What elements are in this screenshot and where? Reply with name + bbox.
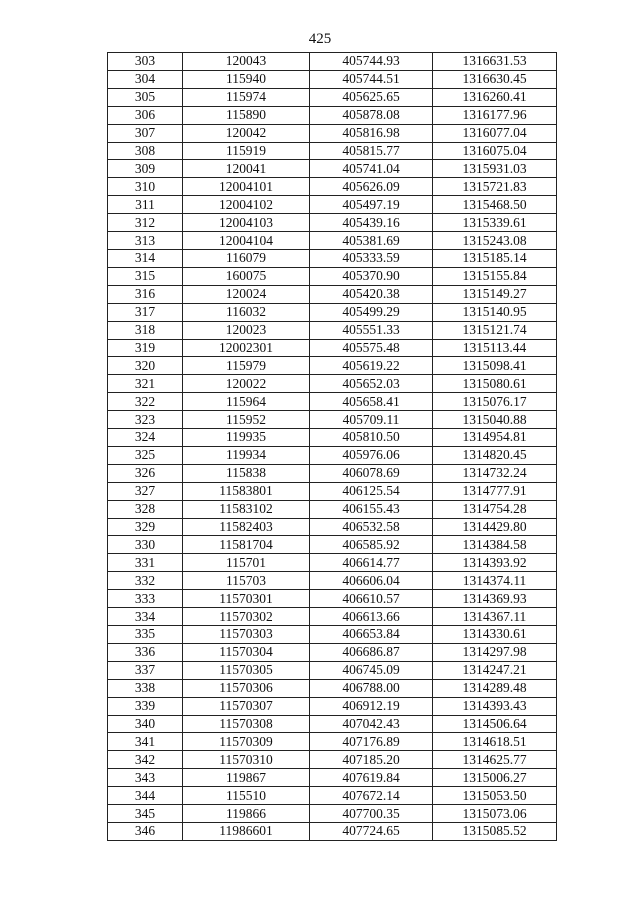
point-number-cell: 343 bbox=[108, 769, 183, 787]
point-number-cell: 314 bbox=[108, 249, 183, 267]
table-row bbox=[108, 196, 557, 214]
table-row bbox=[108, 518, 557, 536]
point-number-cell: 340 bbox=[108, 715, 183, 733]
y-coordinate-cell: 1314954.81 bbox=[433, 429, 557, 447]
y-coordinate-cell: 1315098.41 bbox=[433, 357, 557, 375]
table-row bbox=[108, 572, 557, 590]
x-coordinate-cell: 405626.09 bbox=[310, 178, 433, 196]
table-row bbox=[108, 106, 557, 124]
point-id-cell: 120042 bbox=[183, 124, 310, 142]
table-row bbox=[108, 393, 557, 411]
y-coordinate-cell: 1314330.61 bbox=[433, 626, 557, 644]
table-row bbox=[108, 232, 557, 250]
table-row bbox=[108, 626, 557, 644]
x-coordinate-cell: 406606.04 bbox=[310, 572, 433, 590]
y-coordinate-cell: 1314754.28 bbox=[433, 500, 557, 518]
point-id-cell: 115919 bbox=[183, 142, 310, 160]
table-row bbox=[108, 715, 557, 733]
table-row bbox=[108, 446, 557, 464]
point-number-cell: 341 bbox=[108, 733, 183, 751]
x-coordinate-cell: 406745.09 bbox=[310, 661, 433, 679]
y-coordinate-cell: 1314618.51 bbox=[433, 733, 557, 751]
y-coordinate-cell: 1316177.96 bbox=[433, 106, 557, 124]
coordinates-table-body bbox=[108, 53, 557, 841]
point-number-cell: 322 bbox=[108, 393, 183, 411]
y-coordinate-cell: 1315243.08 bbox=[433, 232, 557, 250]
point-number-cell: 319 bbox=[108, 339, 183, 357]
point-number-cell: 331 bbox=[108, 554, 183, 572]
point-id-cell: 12002301 bbox=[183, 339, 310, 357]
point-number-cell: 326 bbox=[108, 464, 183, 482]
y-coordinate-cell: 1315339.61 bbox=[433, 214, 557, 232]
point-id-cell: 12004101 bbox=[183, 178, 310, 196]
point-id-cell: 11986601 bbox=[183, 822, 310, 840]
point-number-cell: 338 bbox=[108, 679, 183, 697]
point-id-cell: 11570304 bbox=[183, 643, 310, 661]
point-number-cell: 344 bbox=[108, 787, 183, 805]
point-id-cell: 11570307 bbox=[183, 697, 310, 715]
table-row bbox=[108, 303, 557, 321]
point-id-cell: 119934 bbox=[183, 446, 310, 464]
x-coordinate-cell: 405652.03 bbox=[310, 375, 433, 393]
point-id-cell: 11570305 bbox=[183, 661, 310, 679]
point-number-cell: 310 bbox=[108, 178, 183, 196]
point-number-cell: 327 bbox=[108, 482, 183, 500]
x-coordinate-cell: 405333.59 bbox=[310, 249, 433, 267]
point-id-cell: 115703 bbox=[183, 572, 310, 590]
table-row bbox=[108, 411, 557, 429]
table-row bbox=[108, 178, 557, 196]
point-id-cell: 115974 bbox=[183, 88, 310, 106]
x-coordinate-cell: 405709.11 bbox=[310, 411, 433, 429]
y-coordinate-cell: 1315149.27 bbox=[433, 285, 557, 303]
point-number-cell: 315 bbox=[108, 267, 183, 285]
point-number-cell: 324 bbox=[108, 429, 183, 447]
point-number-cell: 306 bbox=[108, 106, 183, 124]
table-row bbox=[108, 214, 557, 232]
point-number-cell: 336 bbox=[108, 643, 183, 661]
y-coordinate-cell: 1315468.50 bbox=[433, 196, 557, 214]
y-coordinate-cell: 1315040.88 bbox=[433, 411, 557, 429]
y-coordinate-cell: 1314820.45 bbox=[433, 446, 557, 464]
point-number-cell: 325 bbox=[108, 446, 183, 464]
table-row bbox=[108, 822, 557, 840]
x-coordinate-cell: 407176.89 bbox=[310, 733, 433, 751]
x-coordinate-cell: 405815.77 bbox=[310, 142, 433, 160]
point-number-cell: 309 bbox=[108, 160, 183, 178]
point-id-cell: 120022 bbox=[183, 375, 310, 393]
table-row bbox=[108, 482, 557, 500]
x-coordinate-cell: 407185.20 bbox=[310, 751, 433, 769]
y-coordinate-cell: 1315931.03 bbox=[433, 160, 557, 178]
coordinates-table bbox=[107, 52, 557, 841]
y-coordinate-cell: 1314297.98 bbox=[433, 643, 557, 661]
table-row bbox=[108, 805, 557, 823]
table-row bbox=[108, 88, 557, 106]
x-coordinate-cell: 407042.43 bbox=[310, 715, 433, 733]
y-coordinate-cell: 1315140.95 bbox=[433, 303, 557, 321]
point-id-cell: 119866 bbox=[183, 805, 310, 823]
x-coordinate-cell: 405420.38 bbox=[310, 285, 433, 303]
point-number-cell: 329 bbox=[108, 518, 183, 536]
y-coordinate-cell: 1314367.11 bbox=[433, 608, 557, 626]
y-coordinate-cell: 1314429.80 bbox=[433, 518, 557, 536]
x-coordinate-cell: 406613.66 bbox=[310, 608, 433, 626]
table-row bbox=[108, 357, 557, 375]
table-row bbox=[108, 697, 557, 715]
table-row bbox=[108, 285, 557, 303]
y-coordinate-cell: 1315080.61 bbox=[433, 375, 557, 393]
x-coordinate-cell: 406078.69 bbox=[310, 464, 433, 482]
y-coordinate-cell: 1314506.64 bbox=[433, 715, 557, 733]
table-row bbox=[108, 267, 557, 285]
table-row bbox=[108, 751, 557, 769]
point-id-cell: 115979 bbox=[183, 357, 310, 375]
point-number-cell: 318 bbox=[108, 321, 183, 339]
x-coordinate-cell: 407619.84 bbox=[310, 769, 433, 787]
point-number-cell: 339 bbox=[108, 697, 183, 715]
x-coordinate-cell: 407700.35 bbox=[310, 805, 433, 823]
point-number-cell: 308 bbox=[108, 142, 183, 160]
x-coordinate-cell: 405619.22 bbox=[310, 357, 433, 375]
x-coordinate-cell: 406788.00 bbox=[310, 679, 433, 697]
point-number-cell: 345 bbox=[108, 805, 183, 823]
table-row bbox=[108, 249, 557, 267]
y-coordinate-cell: 1315185.14 bbox=[433, 249, 557, 267]
x-coordinate-cell: 406912.19 bbox=[310, 697, 433, 715]
point-id-cell: 115964 bbox=[183, 393, 310, 411]
point-number-cell: 316 bbox=[108, 285, 183, 303]
table-row bbox=[108, 70, 557, 88]
point-number-cell: 328 bbox=[108, 500, 183, 518]
x-coordinate-cell: 405976.06 bbox=[310, 446, 433, 464]
x-coordinate-cell: 406585.92 bbox=[310, 536, 433, 554]
x-coordinate-cell: 406155.43 bbox=[310, 500, 433, 518]
x-coordinate-cell: 406686.87 bbox=[310, 643, 433, 661]
y-coordinate-cell: 1315155.84 bbox=[433, 267, 557, 285]
table-row bbox=[108, 536, 557, 554]
page-number: 425 bbox=[308, 31, 332, 47]
point-number-cell: 334 bbox=[108, 608, 183, 626]
y-coordinate-cell: 1315113.44 bbox=[433, 339, 557, 357]
point-id-cell: 11583102 bbox=[183, 500, 310, 518]
point-number-cell: 335 bbox=[108, 626, 183, 644]
x-coordinate-cell: 405439.16 bbox=[310, 214, 433, 232]
x-coordinate-cell: 405497.19 bbox=[310, 196, 433, 214]
point-number-cell: 333 bbox=[108, 590, 183, 608]
point-id-cell: 115701 bbox=[183, 554, 310, 572]
y-coordinate-cell: 1315121.74 bbox=[433, 321, 557, 339]
table-row bbox=[108, 53, 557, 71]
point-id-cell: 11570303 bbox=[183, 626, 310, 644]
y-coordinate-cell: 1315721.83 bbox=[433, 178, 557, 196]
table-row bbox=[108, 590, 557, 608]
y-coordinate-cell: 1314289.48 bbox=[433, 679, 557, 697]
point-number-cell: 313 bbox=[108, 232, 183, 250]
x-coordinate-cell: 406653.84 bbox=[310, 626, 433, 644]
x-coordinate-cell: 405551.33 bbox=[310, 321, 433, 339]
point-number-cell: 317 bbox=[108, 303, 183, 321]
x-coordinate-cell: 407724.65 bbox=[310, 822, 433, 840]
point-id-cell: 120043 bbox=[183, 53, 310, 71]
point-id-cell: 120041 bbox=[183, 160, 310, 178]
point-id-cell: 119867 bbox=[183, 769, 310, 787]
point-id-cell: 115510 bbox=[183, 787, 310, 805]
point-number-cell: 303 bbox=[108, 53, 183, 71]
point-id-cell: 12004102 bbox=[183, 196, 310, 214]
x-coordinate-cell: 405744.51 bbox=[310, 70, 433, 88]
x-coordinate-cell: 405625.65 bbox=[310, 88, 433, 106]
y-coordinate-cell: 1315053.50 bbox=[433, 787, 557, 805]
point-id-cell: 160075 bbox=[183, 267, 310, 285]
y-coordinate-cell: 1315073.06 bbox=[433, 805, 557, 823]
table-row bbox=[108, 733, 557, 751]
y-coordinate-cell: 1316075.04 bbox=[433, 142, 557, 160]
y-coordinate-cell: 1316260.41 bbox=[433, 88, 557, 106]
x-coordinate-cell: 405658.41 bbox=[310, 393, 433, 411]
y-coordinate-cell: 1314247.21 bbox=[433, 661, 557, 679]
y-coordinate-cell: 1314625.77 bbox=[433, 751, 557, 769]
y-coordinate-cell: 1314384.58 bbox=[433, 536, 557, 554]
point-number-cell: 332 bbox=[108, 572, 183, 590]
table-row bbox=[108, 339, 557, 357]
point-id-cell: 11582403 bbox=[183, 518, 310, 536]
y-coordinate-cell: 1316630.45 bbox=[433, 70, 557, 88]
point-id-cell: 115952 bbox=[183, 411, 310, 429]
point-number-cell: 311 bbox=[108, 196, 183, 214]
table-row bbox=[108, 661, 557, 679]
point-id-cell: 11581704 bbox=[183, 536, 310, 554]
x-coordinate-cell: 405381.69 bbox=[310, 232, 433, 250]
point-id-cell: 115940 bbox=[183, 70, 310, 88]
y-coordinate-cell: 1314732.24 bbox=[433, 464, 557, 482]
table-row bbox=[108, 375, 557, 393]
table-row bbox=[108, 679, 557, 697]
x-coordinate-cell: 405499.29 bbox=[310, 303, 433, 321]
table-row bbox=[108, 142, 557, 160]
point-id-cell: 116032 bbox=[183, 303, 310, 321]
x-coordinate-cell: 406610.57 bbox=[310, 590, 433, 608]
table-row bbox=[108, 500, 557, 518]
point-number-cell: 321 bbox=[108, 375, 183, 393]
table-row bbox=[108, 769, 557, 787]
x-coordinate-cell: 407672.14 bbox=[310, 787, 433, 805]
y-coordinate-cell: 1314374.11 bbox=[433, 572, 557, 590]
point-id-cell: 12004103 bbox=[183, 214, 310, 232]
point-number-cell: 312 bbox=[108, 214, 183, 232]
point-number-cell: 330 bbox=[108, 536, 183, 554]
x-coordinate-cell: 405744.93 bbox=[310, 53, 433, 71]
y-coordinate-cell: 1314369.93 bbox=[433, 590, 557, 608]
point-id-cell: 115890 bbox=[183, 106, 310, 124]
point-number-cell: 337 bbox=[108, 661, 183, 679]
table-row bbox=[108, 608, 557, 626]
x-coordinate-cell: 405816.98 bbox=[310, 124, 433, 142]
point-id-cell: 11570309 bbox=[183, 733, 310, 751]
point-id-cell: 11570310 bbox=[183, 751, 310, 769]
table-row bbox=[108, 160, 557, 178]
table-row bbox=[108, 554, 557, 572]
point-number-cell: 307 bbox=[108, 124, 183, 142]
y-coordinate-cell: 1316631.53 bbox=[433, 53, 557, 71]
table-row bbox=[108, 429, 557, 447]
y-coordinate-cell: 1314777.91 bbox=[433, 482, 557, 500]
table-row bbox=[108, 464, 557, 482]
y-coordinate-cell: 1314393.92 bbox=[433, 554, 557, 572]
x-coordinate-cell: 405370.90 bbox=[310, 267, 433, 285]
point-id-cell: 11570308 bbox=[183, 715, 310, 733]
point-id-cell: 115838 bbox=[183, 464, 310, 482]
point-number-cell: 304 bbox=[108, 70, 183, 88]
point-number-cell: 342 bbox=[108, 751, 183, 769]
point-number-cell: 320 bbox=[108, 357, 183, 375]
y-coordinate-cell: 1314393.43 bbox=[433, 697, 557, 715]
y-coordinate-cell: 1315076.17 bbox=[433, 393, 557, 411]
x-coordinate-cell: 406614.77 bbox=[310, 554, 433, 572]
point-id-cell: 120023 bbox=[183, 321, 310, 339]
y-coordinate-cell: 1315085.52 bbox=[433, 822, 557, 840]
x-coordinate-cell: 405741.04 bbox=[310, 160, 433, 178]
y-coordinate-cell: 1315006.27 bbox=[433, 769, 557, 787]
point-id-cell: 11570302 bbox=[183, 608, 310, 626]
point-number-cell: 323 bbox=[108, 411, 183, 429]
x-coordinate-cell: 405878.08 bbox=[310, 106, 433, 124]
x-coordinate-cell: 405575.48 bbox=[310, 339, 433, 357]
point-id-cell: 11570301 bbox=[183, 590, 310, 608]
table-row bbox=[108, 321, 557, 339]
x-coordinate-cell: 406125.54 bbox=[310, 482, 433, 500]
point-number-cell: 305 bbox=[108, 88, 183, 106]
point-id-cell: 11570306 bbox=[183, 679, 310, 697]
table-row bbox=[108, 124, 557, 142]
table-row bbox=[108, 643, 557, 661]
y-coordinate-cell: 1316077.04 bbox=[433, 124, 557, 142]
point-number-cell: 346 bbox=[108, 822, 183, 840]
point-id-cell: 120024 bbox=[183, 285, 310, 303]
point-id-cell: 116079 bbox=[183, 249, 310, 267]
x-coordinate-cell: 406532.58 bbox=[310, 518, 433, 536]
x-coordinate-cell: 405810.50 bbox=[310, 429, 433, 447]
table-row bbox=[108, 787, 557, 805]
point-id-cell: 12004104 bbox=[183, 232, 310, 250]
point-id-cell: 11583801 bbox=[183, 482, 310, 500]
point-id-cell: 119935 bbox=[183, 429, 310, 447]
